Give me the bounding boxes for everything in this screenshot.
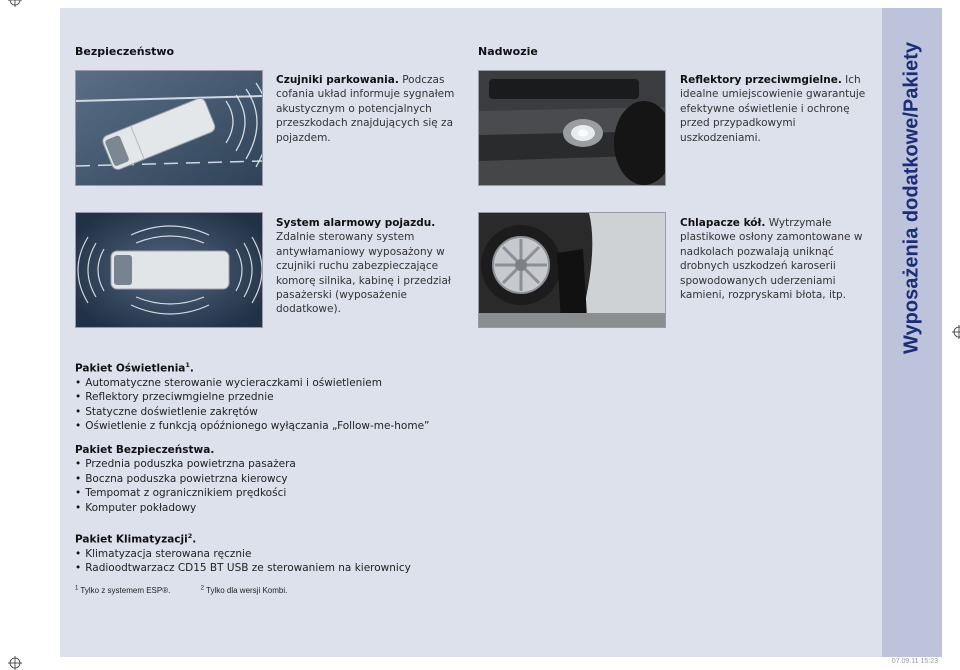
package-safety: [75, 443, 296, 515]
package-title: Pakiet Klimatyzacji$^2$.: [75, 532, 197, 546]
fog-lights-text: Ich idealne umiejscowienie gwarantuje efektywne oświetlenie i ochronę przed przypadkowymi uszkodzeniami.: [680, 74, 866, 144]
fog-lights-photo: [478, 70, 666, 186]
parking-sensors-text: Podczas cofania układ informuje sygnałem akustycznym o potencjalnych przeszkodach znajdujących się za pojazdem.: [276, 74, 455, 144]
alarm-system-title: System alarmowy pojazdu.: [276, 217, 436, 229]
parking-sensors-description: [276, 73, 466, 145]
parking-sensors-photo: [75, 70, 263, 186]
alarm-system-photo: [75, 212, 263, 328]
section-heading-safety: Bezpieczeństwo: [75, 45, 175, 58]
mud-flaps-photo: [478, 212, 666, 328]
list-item: • Boczna poduszka powietrzna kierowcy: [75, 472, 296, 486]
package-air-conditioning: [75, 529, 411, 576]
mud-flaps-text: Wytrzymałe plastikowe osłony zamontowane w nadkolach pozwalają uniknąć drobnych uszkodzeń karoserii spowodowanych uderzeniami kamieni, rozpryskami błota, itp.: [680, 217, 863, 302]
list-item: • Radioodtwarzacz CD15 BT USB ze sterowaniem na kierownicy: [75, 561, 411, 575]
list-item: • Przednia poduszka powietrzna pasażera: [75, 457, 296, 471]
alarm-system-description: [276, 216, 464, 317]
registration-mark-icon: [8, 656, 22, 670]
footnote: $^2$ Tylko dla wersji Kombi.: [200, 585, 288, 595]
alarm-system-text: Zdalnie sterowany system antywłamaniowy wyposażony w czujniki ruchu zabezpieczające komorę silnika, kabinę i przedział pasażerski (wyposażenie dodatkowe).: [276, 231, 451, 316]
package-title: Pakiet Bezpieczeństwa.: [75, 444, 215, 456]
section-heading-body: Nadwozie: [478, 45, 538, 58]
list-item: • Oświetlenie z funkcją opóźnionego wyłączania „Follow-me-home”: [75, 419, 429, 433]
list-item: • Statyczne doświetlenie zakrętów: [75, 405, 429, 419]
package-title: Pakiet Oświetlenia$^1$.: [75, 361, 194, 375]
list-item: • Reflektory przeciwmgielne przednie: [75, 390, 429, 404]
footnote: $^1$ Tylko z systemem ESP®.: [75, 585, 171, 595]
registration-mark-icon: [8, 0, 22, 7]
list-item: • Automatyczne sterowanie wycieraczkami i oświetleniem: [75, 376, 429, 390]
mud-flaps-title: Chlapacze kół.: [680, 217, 766, 229]
fog-lights-title: Reflektory przeciwmgielne.: [680, 74, 842, 86]
parking-sensors-title: Czujniki parkowania.: [276, 74, 399, 86]
mud-flaps-description: [680, 216, 870, 302]
side-title: Wyposażenia dodatkowe/Pakiety: [900, 42, 923, 354]
registration-mark-icon: [952, 325, 960, 339]
list-item: • Komputer pokładowy: [75, 501, 296, 515]
print-timestamp: 07.09.11 15:23: [891, 658, 938, 665]
list-item: • Tempomat z ogranicznikiem prędkości: [75, 486, 296, 500]
footnotes: [75, 585, 315, 595]
list-item: • Klimatyzacja sterowana ręcznie: [75, 547, 411, 561]
fog-lights-description: [680, 73, 870, 145]
package-lighting: [75, 358, 429, 434]
